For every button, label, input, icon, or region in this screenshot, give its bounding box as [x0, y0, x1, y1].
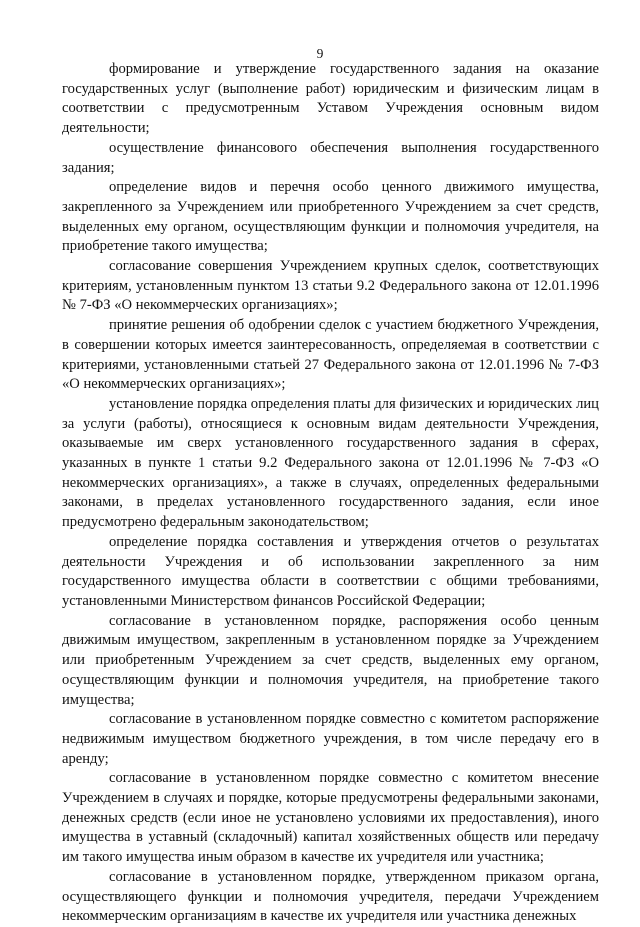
paragraph-movable-property-disposal: согласование в установленном порядке, распоряжения особо ценным движимым имуществом, закрепленным в установленном порядке за Учреждением или приобретенным Учреждением за счет средств, выделенных ему органом, осуществляющим функции и полномочия учредителя, на приобретение такого имущества; — [62, 612, 599, 708]
paragraph-fee-procedure: установление порядка определения платы для физических и юридических лиц за услуги (работы), относящиеся к основным видам деятельности Учреждения, оказываемые им сверх установленного государственного задания в сферах, указанных в пункте 1 статьи 9.2 Федерального закона от 12.01.1996 № 7-ФЗ «О некоммерческих организациях», а также в случаях, определенных федеральными законами, в пределах установленного государственного задания, если иное предусмотрено федеральным законодательством; — [62, 395, 599, 531]
paragraph-interested-transactions: принятие решения об одобрении сделок с участием бюджетного Учреждения, в совершении которых имеется заинтересованность, определяемая в соответствии с критериями, установленными статьей 27 Федерального закона от 12.01.1996 № 7-ФЗ «О некоммерческих организациях»; — [62, 317, 599, 393]
paragraph-reporting-procedure: определение порядка составления и утверждения отчетов о результатах деятельности Учреждения и об использовании закрепленного за ним государственного имущества области в соответствии с общими требованиями, установленными Министерством финансов Российской Федерации; — [62, 533, 599, 609]
paragraph-major-transactions: согласование совершения Учреждением крупных сделок, соответствующих критериям, установленным пунктом 13 статьи 9.2 Федерального закона от 12.01.1996 № 7-ФЗ «О некоммерческих организациях»; — [62, 258, 599, 314]
paragraph-state-assignment: формирование и утверждение государственного задания на оказание государственных услуг (выполнение работ) юридическим и физическим лицам в соответствии с предусмотренным Уставом Учреждения основным видом деятельности; — [62, 61, 599, 137]
paragraph-financial-support: осуществление финансового обеспечения выполнения государственного задания; — [62, 139, 599, 176]
paragraph-valuable-property: определение видов и перечня особо ценного движимого имущества, закрепленного за Учреждением или приобретенного Учреждением за счет средств, выделенных ему органом, осуществляющим функции и полномочия учредителя, на приобретение такого имущества; — [62, 179, 599, 255]
page-number: 9 — [316, 46, 324, 61]
paragraph-transfer-to-nonprofits: согласование в установленном порядке, утвержденном приказом органа, осуществляющего функции и полномочия учредителя, передачи Учреждением некоммерческим организациям в качестве их учредителя или участника денежных — [62, 868, 599, 925]
paragraph-capital-contribution: согласование в установленном порядке совместно с комитетом внесение Учреждением в случаях и порядке, которые предусмотрены федеральными законами, денежных средств (если иное не установлено условиями их предоставления), иного имущества в уставный (складочный) капитал хозяйственных обществ или передачу им такого имущества иным образом в качестве их учредителя или участника; — [62, 770, 599, 866]
document-body — [62, 60, 599, 927]
paragraph-real-estate-disposal: согласование в установленном порядке совместно с комитетом распоряжение недвижимым имуществом бюджетного учреждения, в том числе передачу его в аренду; — [62, 711, 599, 767]
